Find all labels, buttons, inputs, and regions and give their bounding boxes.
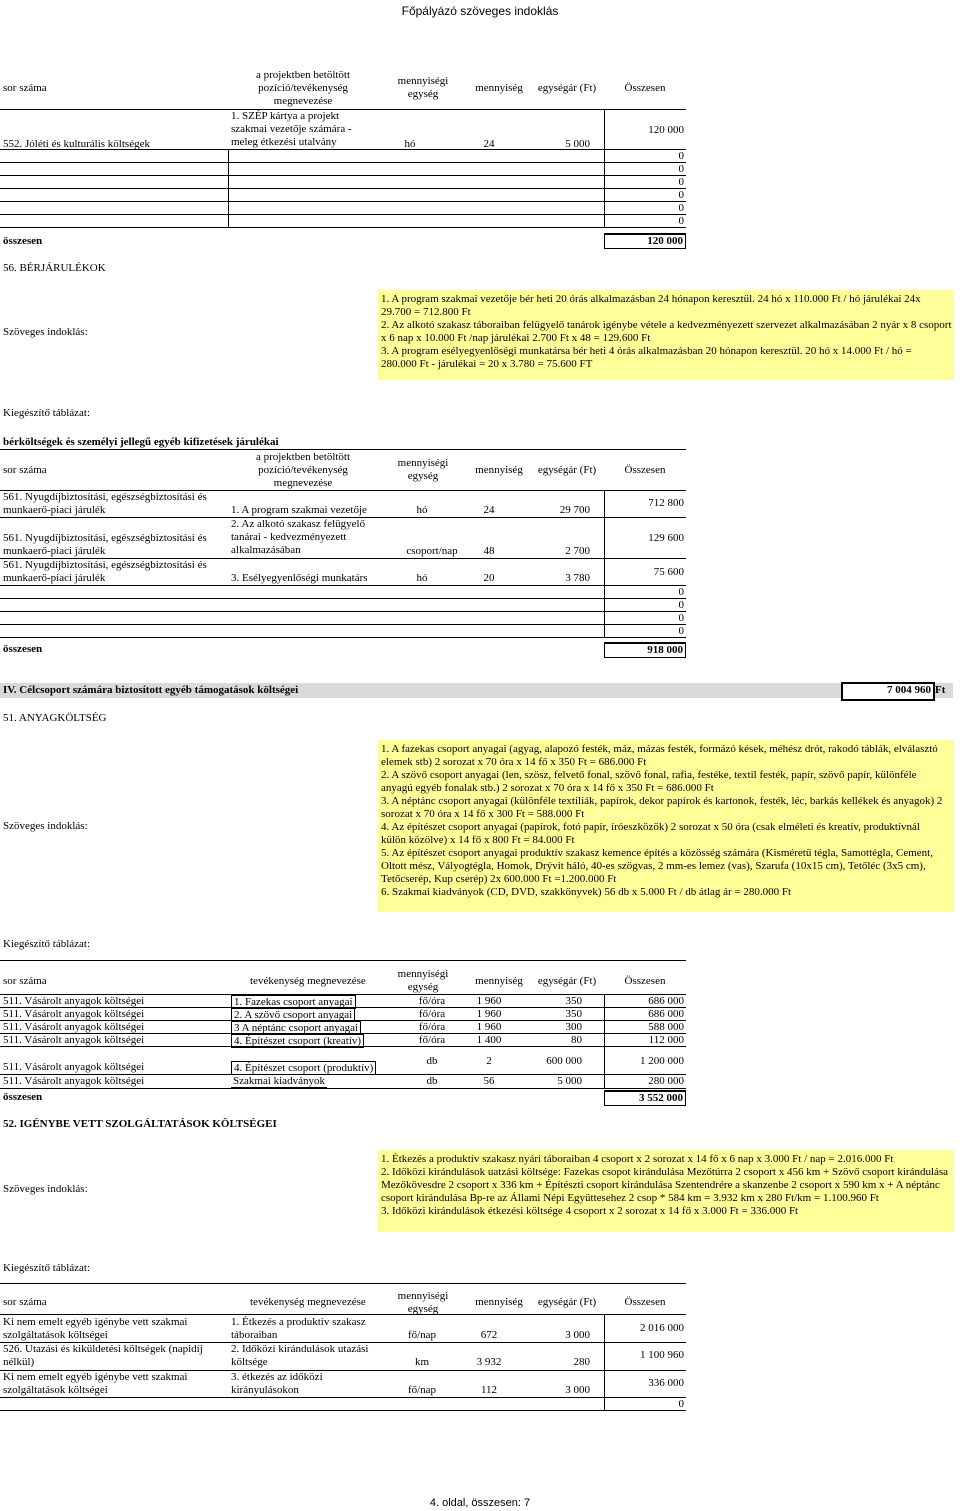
table-row-unit: fő/nap [407,1384,437,1396]
sum-value: 3 552 000 [604,1090,686,1106]
zero-cell: 0 [678,176,684,188]
table-row-desc: 4. Építészet csoport (kreatív) [231,1034,364,1048]
table-row-total: 2 016 000 [640,1322,684,1334]
col-header-mennyiseg: mennyiség [475,464,523,476]
row-desc: 1. SZÉP kártya a projekt szakmai vezetője számára - meleg étkezési utalvány [231,110,352,148]
table-row-unit: km [414,1356,430,1368]
table-row-price: 350 [565,995,582,1007]
table-row-unit: csoport/nap [406,545,458,557]
table-row-desc: 1. A program szakmai vezetője [231,504,367,516]
row-qty: 24 [483,138,495,150]
col-header-mennyisegi-egyseg: mennyiségi egység [397,457,449,482]
table-row-unit: fő/óra [418,1021,446,1033]
table-row-total: 686 000 [648,995,684,1007]
col-header-osszesen: Összesen [624,1296,666,1308]
row-divider [0,1046,686,1047]
table-row-total: 75 600 [653,566,684,578]
table-row-qty: 20 [483,572,495,584]
table-row-unit: fő/nap [407,1329,437,1341]
sum-label: összesen [3,1091,43,1103]
table-row-qty: 112 [480,1384,498,1396]
row-price: 5 000 [565,138,590,150]
table-row-unit: fő/óra [418,1008,446,1020]
row-label: 552. Jóléti és kulturális költségek [3,138,150,150]
col-header-mennyisegi-egyseg: mennyiségi egység [397,75,449,100]
extra-table-label: Kiegészítő táblázat: [3,407,91,419]
zero-cell: 0 [678,189,684,201]
table-row-label: 511. Vásárolt anyagok költségei [3,1075,145,1087]
table-row-price: 3 000 [565,1329,590,1341]
table-row-total: 588 000 [648,1021,684,1033]
table-row-label: Ki nem emelt egyéb igénybe vett szakmai szolgáltatások költségei [3,1316,188,1341]
table-row-unit: hó [416,504,428,516]
table-row-price: 280 [573,1356,590,1368]
section-title: IV. Célcsoport számára biztosított egyéb támogatások költségei [3,684,299,696]
table-row-label: 511. Vásárolt anyagok költségei [3,1021,145,1033]
table-row-price: 300 [565,1021,582,1033]
page-title: Főpályázó szöveges indoklás [401,4,559,18]
table-row-qty: 1 960 [476,1008,502,1020]
table-row-desc: 1. Étkezés a produktív szakasz táboraiban [231,1316,366,1341]
col-header-mennyiseg: mennyiség [475,1296,523,1308]
table-row-unit: db [426,1055,438,1067]
col-header-tevekenyseg: tevékenység megnevezése [250,975,366,987]
sum-label: összesen [3,235,43,247]
table-row-qty: 2 [486,1055,492,1067]
row-unit: hó [404,138,416,150]
col-header-egysegar: egységár (Ft) [537,975,597,987]
table-row-qty: 1 400 [476,1034,502,1046]
col-header-mennyiseg: mennyiség [475,82,523,94]
zero-cell: 0 [678,625,684,637]
col-header-mennyisegi-egyseg: mennyiségi egység [397,1290,449,1315]
table-row-unit: fő/óra [418,995,446,1007]
table-row-qty: 1 960 [476,1021,502,1033]
table-row-label: 511. Vásárolt anyagok költségei [3,1034,145,1046]
table-row-label: 561. Nyugdíjbiztosítási, egészségbiztosítási és munkaerő-piaci járulék [3,559,207,584]
zero-cell: 0 [678,202,684,214]
table-row-label: 526. Utazási és kiküldetési költségek (napidíj nélkül) [3,1343,203,1368]
table-row-total: 336 000 [648,1377,684,1389]
table-row-unit: fő/óra [418,1034,446,1046]
table-row-total: 712 800 [648,497,684,509]
section-title: 51. ANYAGKÖLTSÉG [3,712,107,724]
table-row-desc: 1. Fazekas csoport anyagai [231,995,356,1009]
col-header-sor-szama: sor száma [3,975,47,987]
table-row-total: 1 200 000 [640,1055,684,1067]
table-row-total: 686 000 [648,1008,684,1020]
zero-cell: 0 [678,612,684,624]
table-row-total: 129 600 [648,532,684,544]
col-header-sor-szama: sor száma [3,464,47,476]
table-row-price: 600 000 [546,1055,582,1067]
zero-cell: 0 [678,215,684,227]
zero-cell: 0 [678,150,684,162]
table-row-desc: 2. A szövő csoport anyagai [231,1008,355,1022]
col-header-osszesen: Összesen [624,975,666,987]
row-total: 120 000 [648,124,684,136]
zero-cell: 0 [678,586,684,598]
table-row-desc: 3. Esélyegyenlőségi munkatárs [231,572,368,584]
col-header-sor-szama: sor száma [3,1296,47,1308]
table-row-total: 1 100 960 [640,1349,684,1361]
zero-cell: 0 [678,599,684,611]
table-row-total: 112 000 [648,1034,684,1046]
table-row-unit: db [426,1075,438,1087]
table-row-price: 80 [571,1034,582,1046]
row-divider [0,1088,686,1089]
table-row-desc: 3 A néptánc csoport anyagai [231,1021,361,1035]
table-row-label: 511. Vásárolt anyagok költségei [3,1008,145,1020]
currency-unit: Ft [935,684,946,696]
table-row-qty: 48 [483,545,495,557]
table-row-qty: 24 [483,504,495,516]
section-title: 56. BÉRJÁRULÉKOK [3,262,106,274]
table-row-desc: Szakmai kiadványok [233,1075,325,1087]
sum-value: 918 000 [604,642,686,658]
extra-table-label: Kiegészítő táblázat: [3,938,91,950]
col-header-osszesen: Összesen [624,82,666,94]
text-label: Szöveges indoklás: [3,1183,88,1195]
justification-text: 1. A fazekas csoport anyagai (agyag, alapozó festék, máz, mázas festék, formázó kések, méhész drót, rakodó táblák, elválasztó elemek stb) 2 sorozat x 70 óra x 14 fő x 350 Ft = 686.000 Ft 2. A szövő csoport anyagai (len, szösz, felvető fonal, szövő fonal, rafia, festéke, textil festék, papír, szövő papír, különféle anyagú egyéb fonalak stb.) 2 sorozat x 70 óra x 14 fő x 350 Ft = 686.000 Ft 3. A néptánc csoport anyagai (különféle textiliák, papírok, dekor papírok és kartonok, festék, léc, barkás kellékek és anyagok) 2 sorozat x 70 óra x 14 fő x 300 Ft = 588.000 Ft 4. Az építészet csoport anyagai (papírok, fotó papír, íróeszközök) 2 sorozat x 50 óra (csak elméleti és kreatív, produktívnál külön közölve) x 14 fő x 800 Ft = 84.000 Ft 5. Az építészet csoport anyagai produktív szakasz kemence építés a közösség számára (Kisméretű tégla, Samottégla, Cement, Oltott mész, Vályogtégla, Homok, Drývit háló, 40-es szögvas, 2 mm-es lemez (vas), Szarufa (10x15 cm), Tetőléc (3x5 cm), Tetőcserép, Kup cserép) 2x 600.000 Ft =1.200.000 Ft 6. Szakmai kiadványok (CD, DVD, szakkönyvek) 56 db x 5.000 Ft / db átlag ár = 280.000 Ft [378,740,954,912]
col-header-egysegar: egységár (Ft) [537,82,597,94]
sum-label: összesen [3,643,43,655]
page-footer: 4. oldal, összesen: 7 [429,1497,531,1509]
col-header-mennyisegi-egyseg: mennyiségi egység [397,968,449,993]
table-row-price: 2 700 [565,545,590,557]
table-row-price: 3 000 [565,1384,590,1396]
table-row-label: 511. Vásárolt anyagok költségei [3,995,145,1007]
col-header-pozicio: a projektben betöltött pozíció/tevékenység megnevezése [255,69,351,107]
table-row-label: Ki nem emelt egyéb igénybe vett szakmai szolgáltatások költségei [3,1371,188,1396]
table-row-desc: 2. Időközi kirándulások utazási költsége [231,1343,369,1368]
table-row-desc: 3. étkezés az időközi kirányulásokon [231,1371,323,1396]
column-divider [604,994,605,1088]
col-header-egysegar: egységár (Ft) [537,464,597,476]
col-header-osszesen: Összesen [624,464,666,476]
table-row-total: 280 000 [648,1075,684,1087]
table-title: bérköltségek és személyi jellegű egyéb kifizetések járulékai [3,436,279,448]
justification-text: 1. Étkezés a produktív szakasz nyári táboraiban 4 csoport x 2 sorozat x 14 fő x 6 nap x 3.000 Ft / nap = 2.016.000 Ft 2. Időközi kirándulások uatzási költsége: Fazekas csopot kirándulása Mezőtúrra 2 csoport x 456 km + Szövő csoport kirándulása Mezőkövesdre 2 csoport x 336 km + Építészti csoport kirándulása Szentendrére a skanzenbe 2 csoport x 590 km x + A néptánc csoport kirándulása Bp-re az Állami Népi Együttesehez 2 csop * 584 km = 3.932 km x 280 Ft/km = 1.100.960 Ft 3. Időközi kirándulások étkezési költsége 4 csoport x 2 sorozat x 14 fő x 3.000 Ft = 336.000 Ft [378,1150,954,1232]
table-row-price: 3 780 [565,572,590,584]
table-row-label: 511. Vásárolt anyagok költségei [3,1061,145,1073]
table-row-price: 350 [565,1008,582,1020]
table-row-label: 561. Nyugdíjbiztosítási, egészségbiztosítási és munkaerő-piaci járulék [3,532,207,557]
table-row-desc: 4. Építészet csoport (produktív) [231,1061,376,1075]
table-row-qty: 672 [480,1329,498,1341]
justification-text: 1. A program szakmai vezetője bér heti 20 órás alkalmazásban 24 hónapon keresztül. 24 hó x 110.000 Ft / hó járulékai 24x 29.700 = 712.800 Ft 2. Az alkotó szakasz táboraiban felügyelő tanárok igénybe vétele a kedvezményezett szervezet alkalmazásában 2 nyár x 8 csoport x 6 nap x 10.000 Ft /nap járulékai 2.700 Ft x 48 = 129.600 Ft 3. A program esélyegyenlőségi munkatársa bér heti 4 órás alkalmazásban 20 hónapon keresztül. 20 hó x 14.000 Ft / hó = 280.000 Ft - járulékai = 20 x 3.780 = 75.600 FT [378,290,954,380]
text-label: Szöveges indoklás: [3,820,88,832]
section-total: 7 004 960 [841,682,935,701]
text-label: Szöveges indoklás: [3,326,88,338]
table-row-price: 5 000 [557,1075,582,1087]
col-header-sor-szama: sor száma [3,82,47,94]
table-row-price: 29 700 [559,504,590,516]
zero-cell: 0 [678,1398,684,1410]
table-row-unit: hó [416,572,428,584]
table-row-desc: 2. Az alkotó szakasz felügyelő tanárai - kedvezményezett alkalmazásában [231,518,366,556]
extra-table-label: Kiegészítő táblázat: [3,1262,91,1274]
sum-value: 120 000 [604,233,686,249]
col-header-egysegar: egységár (Ft) [537,1296,597,1308]
col-header-mennyiseg: mennyiség [475,975,523,987]
table-row-qty: 3 932 [476,1356,502,1368]
zero-cell: 0 [678,163,684,175]
table-row-qty: 56 [483,1075,495,1087]
col-header-pozicio: a projektben betöltött pozíció/tevékenység megnevezése [255,451,351,489]
section-title: 52. IGÉNYBE VETT SZOLGÁLTATÁSOK KÖLTSÉGEI [3,1118,277,1130]
table-row-label: 561. Nyugdíjbiztosítási, egészségbiztosítási és munkaerő-piaci járulék [3,491,207,516]
col-header-tevekenyseg: tevékenység megnevezése [250,1296,366,1308]
table-row-qty: 1 960 [476,995,502,1007]
